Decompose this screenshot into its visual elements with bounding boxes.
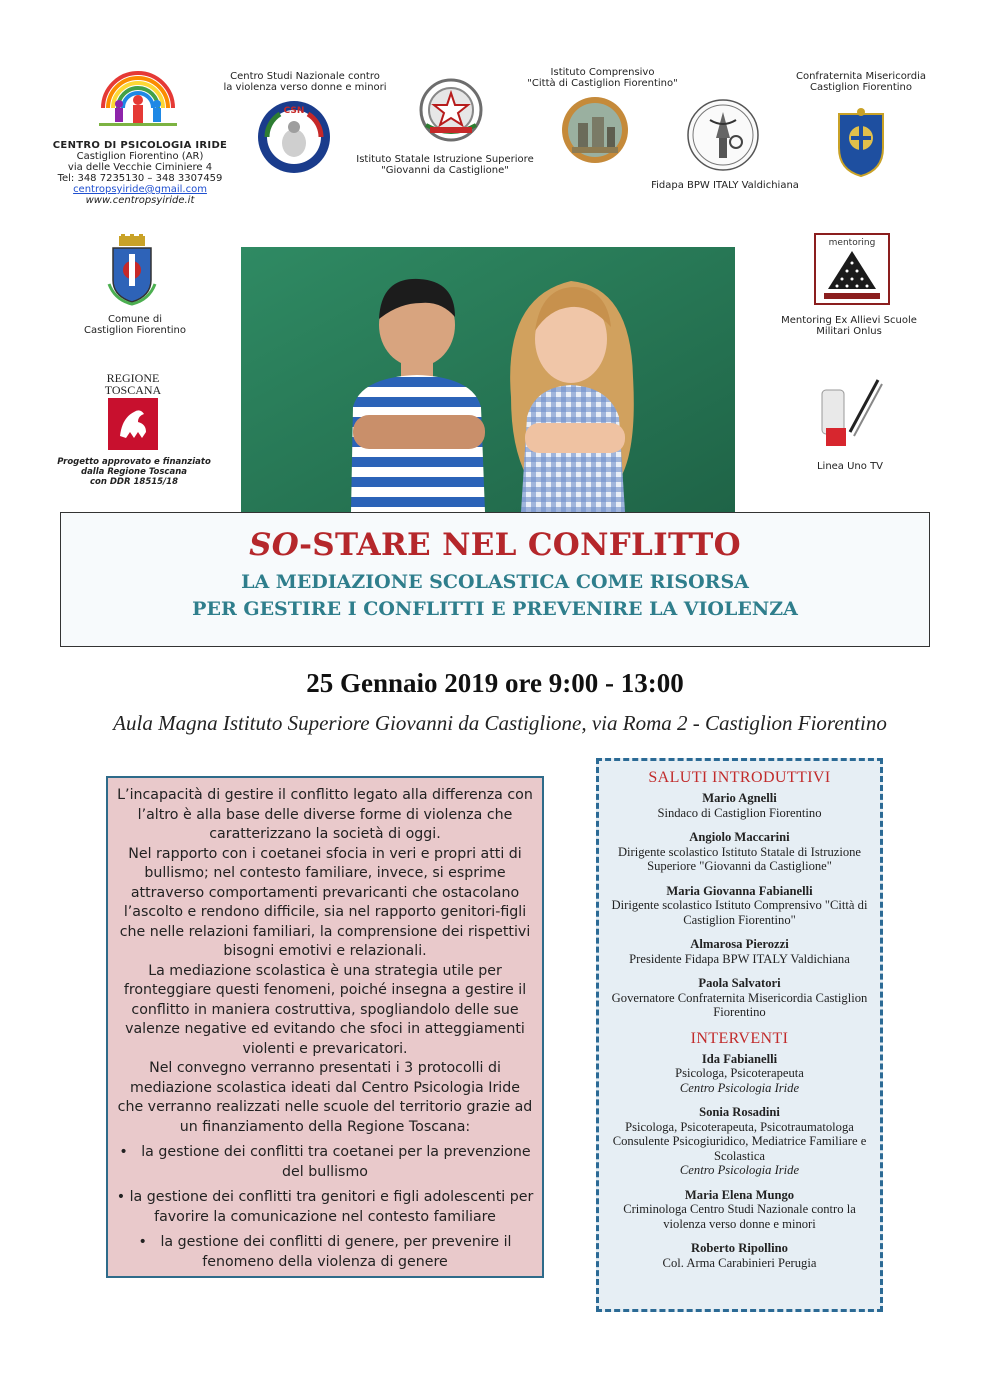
speaker-name: Almarosa Pierozzi: [690, 937, 789, 951]
misericordia-caption-1: Confraternita Misericordia: [795, 71, 926, 82]
iride-city: Castiglion Fiorentino (AR): [76, 151, 204, 162]
regione-note-1: Progetto approvato e finanziato: [57, 457, 211, 467]
event-venue: Aula Magna Istituto Superiore Giovanni da Castiglione, via Roma 2 - Castiglion Fiorentino: [113, 711, 887, 735]
csn-caption-2: la violenza verso donne e minori: [223, 82, 387, 93]
speaker-affiliation: Centro Psicologia Iride: [679, 1080, 800, 1095]
event-title: [61, 527, 929, 563]
speaker-name: Angiolo Maccarini: [689, 830, 790, 844]
regione-toscana-logo: [108, 398, 158, 450]
iride-website[interactable]: www.centropsyiride.it: [85, 195, 195, 206]
csn-badge-text: CSN: [283, 106, 305, 116]
speaker-entry: [605, 1188, 874, 1232]
intro-paragraph-4: Nel convegno verranno presentati i 3 protocolli di mediazione scolastica ideati dal Centro Psicologia Iride che verranno realizzati nelle scuole del territorio grazie ad un finanziamento della Regione Toscana:: [117, 1060, 533, 1135]
speaker-role: Dirigente scolastico Istituto Comprensivo "Città di Castiglion Fiorentino": [611, 898, 868, 927]
comprensivo-caption-1: Istituto Comprensivo: [550, 67, 655, 78]
speaker-name: Maria Elena Mungo: [684, 1187, 795, 1202]
istituto-superiore-caption-1: Istituto Statale Istruzione Superiore: [356, 154, 534, 165]
comprensivo-caption-2: "Città di Castiglion Fiorentino": [527, 78, 678, 89]
iride-logo: [97, 60, 179, 132]
misericordia-caption-2: Castiglion Fiorentino: [809, 82, 913, 93]
istituto-superiore-caption-2: "Giovanni da Castiglione": [381, 165, 509, 176]
speaker-name: Maria Giovanna Fabianelli: [666, 883, 813, 898]
protocol-item: • la gestione dei conflitti tra genitori e figli adolescenti per favorire la comunicazione nel contesto familiare: [116, 1189, 534, 1225]
speaker-name: Mario Agnelli: [702, 791, 777, 805]
iride-address: via delle Vecchie Ciminiere 4: [67, 162, 213, 173]
event-title-rest: -STARE NEL CONFLITTO: [299, 527, 741, 563]
intro-paragraph-3: La mediazione scolastica è una strategia utile per fronteggiare questi fenomeni, poiché insegna a gestire il conflitto in maniera costruttiva, spogliandolo delle sue valenze negative ed evitando che sfoci in atteggiamenti violenti e prevaricatori.: [123, 962, 527, 1057]
mentoring-caption-1: Mentoring Ex Allievi Scuole: [781, 315, 917, 326]
intro-paragraph-2: Nel rapporto con i coetanei sfocia in veri e propri atti di bullismo; nel contesto familiare, invece, si esprime attraverso comportamenti prevaricanti che ostacolano l’ascolto e rendono difficile, sia nel rapporto genitori-figli che nelle relazioni familiari, la comprensione dei rispettivi bisogni emotivi e relazionali.: [119, 845, 531, 959]
girl-figure: [510, 281, 634, 512]
speaker-name: Sonia Rosadini: [699, 1105, 780, 1119]
intro-paragraph-1: L’incapacità di gestire il conflitto legato alla differenza con l’altro è alla base delle diverse forme di violenza che caratterizzano la società di oggi.: [117, 787, 533, 842]
speaker-entry: [605, 884, 874, 928]
children-photo: [241, 247, 735, 512]
speaker-affiliation: Centro Psicologia Iride: [679, 1163, 800, 1177]
comprensivo-logo: [560, 95, 630, 165]
mentoring-caption-2: Militari Onlus: [816, 326, 882, 337]
protocol-item: • la gestione dei conflitti tra coetanei per la prevenzione del bullismo: [119, 1144, 531, 1180]
speaker-entry: [605, 1241, 874, 1270]
speaker-entry: [605, 830, 874, 874]
event-title-italic: SO: [249, 527, 300, 563]
csn-caption-1: Centro Studi Nazionale contro: [230, 71, 380, 82]
event-subtitle-1: LA MEDIAZIONE SCOLASTICA COME RISORSA: [241, 571, 749, 593]
speaker-role: Dirigente scolastico Istituto Statale di Istruzione Superiore "Giovanni da Castiglione": [617, 844, 862, 873]
intro-box: [106, 776, 544, 1278]
rainbow-family-icon: [97, 60, 179, 132]
regione-note-3: con DDR 18515/18: [89, 477, 178, 487]
regione-logo-line2: TOSCANA: [104, 383, 162, 397]
speaker-role: Presidente Fidapa BPW ITALY Valdichiana: [629, 951, 850, 966]
misericordia-crest: [835, 108, 887, 178]
comune-crest: [107, 234, 157, 306]
mentoring-logo: [814, 233, 890, 305]
speaker-role: Psicologa, Psicoterapeuta, Psicotraumatologa Consulente Psicogiuridico, Mediatrice Familiare e Scolastica: [612, 1119, 867, 1163]
fidapa-caption: Fidapa BPW ITALY Valdichiana: [651, 180, 799, 191]
comune-caption-2: Castiglion Fiorentino: [83, 325, 187, 336]
mentoring-logo-text: mentoring: [828, 238, 876, 248]
event-date: 25 Gennaio 2019 ore 9:00 - 13:00: [306, 668, 684, 698]
fidapa-logo: [686, 98, 760, 172]
regione-logo-line1: REGIONE: [106, 371, 160, 385]
speaker-role: Sindaco di Castiglion Fiorentino: [657, 805, 822, 820]
repubblica-emblem: [418, 77, 484, 143]
protocol-list: [116, 1143, 534, 1272]
title-box: [60, 512, 930, 647]
saluti-heading: SALUTI INTRODUTTIVI: [648, 769, 831, 786]
speaker-role: Governatore Confraternita Misericordia Castiglion Fiorentino: [611, 990, 868, 1019]
iride-email[interactable]: centropsyiride@gmail.com: [73, 184, 207, 195]
iride-name: CENTRO DI PSICOLOGIA IRIDE: [52, 140, 228, 151]
interventi-heading: INTERVENTI: [690, 1029, 789, 1047]
speaker-entry: [605, 976, 874, 1020]
speaker-role: Psicologa, Psicoterapeuta: [675, 1066, 804, 1080]
speaker-name: Ida Fabianelli: [701, 1051, 778, 1066]
lineauno-caption: Linea Uno TV: [816, 461, 884, 472]
iride-phone: Tel: 348 7235130 – 348 3307459: [57, 173, 223, 184]
speaker-entry: [605, 1105, 874, 1178]
speaker-role: Criminologa Centro Studi Nazionale contro la violenza verso donne e minori: [623, 1202, 856, 1231]
protocol-item: • la gestione dei conflitti di genere, per prevenire il fenomeno della violenza di genere: [138, 1234, 512, 1270]
speaker-name: Roberto Ripollino: [691, 1241, 788, 1255]
program-box: [596, 758, 883, 1312]
speaker-entry: [605, 1052, 874, 1096]
speaker-entry: [605, 937, 874, 966]
lineauno-logo: [816, 376, 886, 452]
speaker-entry: [605, 791, 874, 820]
csn-logo: [256, 99, 332, 175]
event-subtitle-2: PER GESTIRE I CONFLITTI E PREVENIRE LA VIOLENZA: [192, 598, 798, 620]
speaker-name: Paola Salvatori: [698, 976, 781, 990]
regione-note-2: dalla Regione Toscana: [80, 467, 187, 477]
speaker-role: Col. Arma Carabinieri Perugia: [662, 1255, 817, 1270]
comune-caption-1: Comune di: [108, 314, 162, 325]
